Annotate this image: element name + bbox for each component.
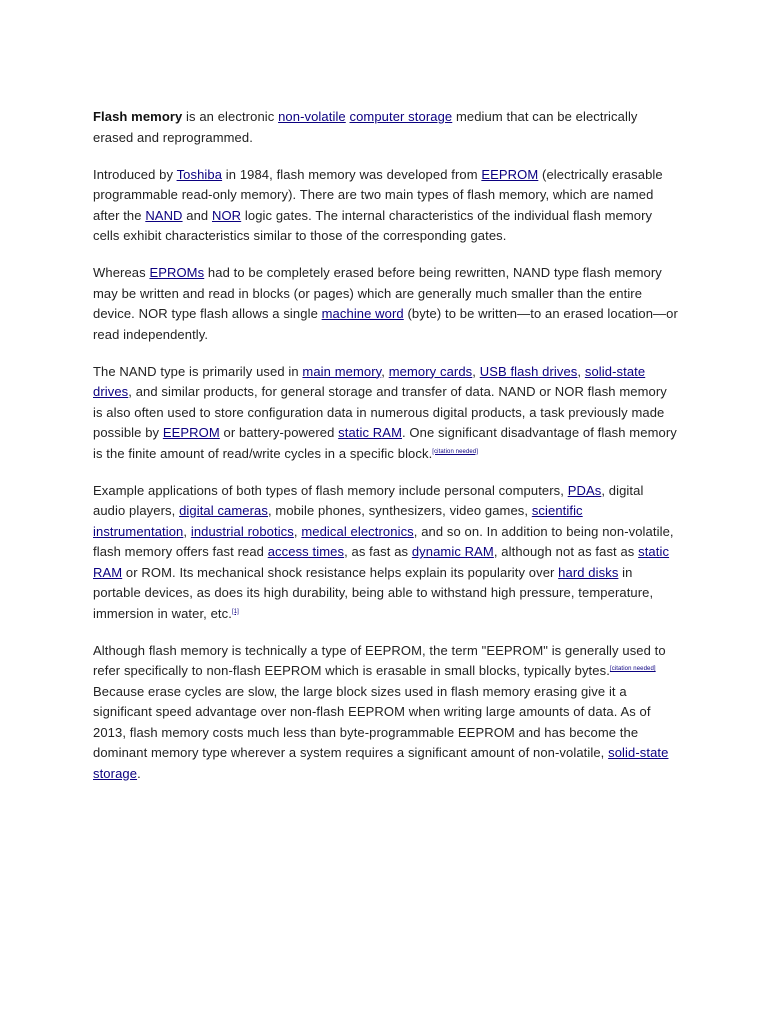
text-run: medium that can be electrically erased and reprogrammed.	[93, 109, 638, 145]
link-eproms[interactable]: EPROMs	[149, 265, 205, 280]
link-digital-cameras[interactable]: digital cameras	[179, 503, 268, 518]
link-memory-cards[interactable]: memory cards	[388, 363, 473, 379]
text-run: ,	[293, 523, 302, 539]
article-term: Flash memory	[93, 109, 183, 124]
link-machine-word[interactable]: machine word	[321, 306, 404, 321]
text-run: and	[182, 207, 212, 223]
link-usb-flash-drives[interactable]: USB flash drives	[479, 363, 578, 379]
text-run: ,	[577, 363, 585, 379]
paragraph-6	[93, 641, 678, 785]
link-static-ram[interactable]: static RAM	[93, 544, 670, 580]
text-run: logic gates. The internal characteristics of the individual flash memory cells exhibit characteristics similar to those of the corresponding gates.	[93, 207, 653, 243]
paragraph-2	[93, 165, 678, 247]
text-run: ,	[183, 523, 191, 539]
link-dynamic-ram[interactable]: dynamic RAM	[411, 544, 494, 559]
text-run: in 1984, flash memory was developed from	[222, 166, 482, 182]
article-body	[93, 107, 678, 801]
paragraph-3	[93, 263, 678, 345]
link-access-times[interactable]: access times	[267, 544, 345, 559]
citation-sup	[232, 609, 239, 615]
link-hard-disks[interactable]: hard disks	[558, 564, 619, 580]
citation-sup	[432, 449, 478, 455]
text-run: Example applications of both types of flash memory include personal computers,	[93, 482, 568, 498]
citation-sup	[610, 666, 656, 672]
text-run: Because erase cycles are slow, the large block sizes used in flash memory erasing give it a significant speed advantage over non-flash EEPROM when writing large amounts of data. As of 2013, flash memory costs much less than byte-programmable EEPROM and has become the dominant memory type wherever a system requires a significant amount of non-volatile,	[93, 683, 651, 760]
text-run: is an electronic	[182, 109, 279, 124]
paragraph-5	[93, 481, 678, 625]
link-industrial-robotics[interactable]: industrial robotics	[190, 523, 294, 539]
text-run: . One significant disadvantage of flash memory is the finite amount of read/write cycles in a specific block.	[93, 425, 677, 461]
text-run: ,	[472, 363, 480, 379]
text-run: ,	[381, 363, 389, 379]
link-eeprom[interactable]: EEPROM	[162, 425, 220, 440]
citation-link[interactable]: [citation needed]	[432, 448, 479, 455]
paragraph-4	[93, 362, 678, 465]
link-computer-storage[interactable]: computer storage	[349, 109, 453, 124]
paragraph-1	[93, 107, 678, 148]
text-run: , and similar products, for general storage and transfer of data. NAND or NOR flash memory is also often used to store configuration data in numerous digital products, a task previously made possible by	[93, 384, 667, 440]
link-solid-state-drives[interactable]: solid-state drives	[93, 363, 646, 399]
link-nor[interactable]: NOR	[211, 207, 242, 223]
text-run: , although not as fast as	[493, 544, 639, 559]
text-run: , as fast as	[344, 544, 412, 559]
link-toshiba[interactable]: Toshiba	[176, 166, 223, 182]
text-run: .	[137, 765, 141, 781]
link-main-memory[interactable]: main memory	[302, 363, 382, 379]
link-solid-state-storage[interactable]: solid-state storage	[93, 745, 669, 781]
text-run: or battery-powered	[219, 425, 339, 440]
text-run: , and so on. In addition to being non-volatile, flash memory offers fast read	[93, 523, 674, 559]
text-run: (byte) to be written—to an erased location—or read independently.	[93, 306, 678, 342]
text-run: or ROM. Its mechanical shock resistance helps explain its popularity over	[122, 564, 559, 580]
text-run: in portable devices, as does its high durability, being able to withstand high pressure, temperature, immersion in water, etc.	[93, 564, 654, 621]
text-run: , mobile phones, synthesizers, video games,	[268, 503, 532, 518]
link-nand[interactable]: NAND	[145, 207, 183, 223]
text-run: (electrically erasable programmable read-only memory). There are two main types of flash memory, which are named after the	[93, 166, 663, 223]
link-non-volatile[interactable]: non-volatile	[278, 109, 346, 124]
text-run: Whereas	[93, 265, 150, 280]
citation-link[interactable]: [citation needed]	[609, 666, 656, 672]
text-run: , digital audio players,	[93, 482, 644, 518]
text-run: had to be completely erased before being rewritten, NAND type flash memory may be written and read in blocks (or pages) which are generally much smaller than the entire device. NOR type flash allows a single	[93, 265, 662, 321]
link-scientific-instrumentation[interactable]: scientific instrumentation	[93, 503, 583, 539]
text-run: Although flash memory is technically a type of EEPROM, the term "EEPROM" is generally used to refer specifically to non-flash EEPROM which is erasable in small blocks, typically bytes.	[93, 642, 666, 678]
link-pdas[interactable]: PDAs	[567, 482, 602, 498]
link-static-ram[interactable]: static RAM	[338, 425, 402, 440]
link-medical-electronics[interactable]: medical electronics	[301, 523, 414, 539]
text-run: The NAND type is primarily used in	[93, 363, 303, 379]
link-eeprom[interactable]: EEPROM	[481, 166, 539, 182]
text-run: Introduced by	[93, 166, 177, 182]
citation-link[interactable]: [1]	[231, 608, 239, 615]
